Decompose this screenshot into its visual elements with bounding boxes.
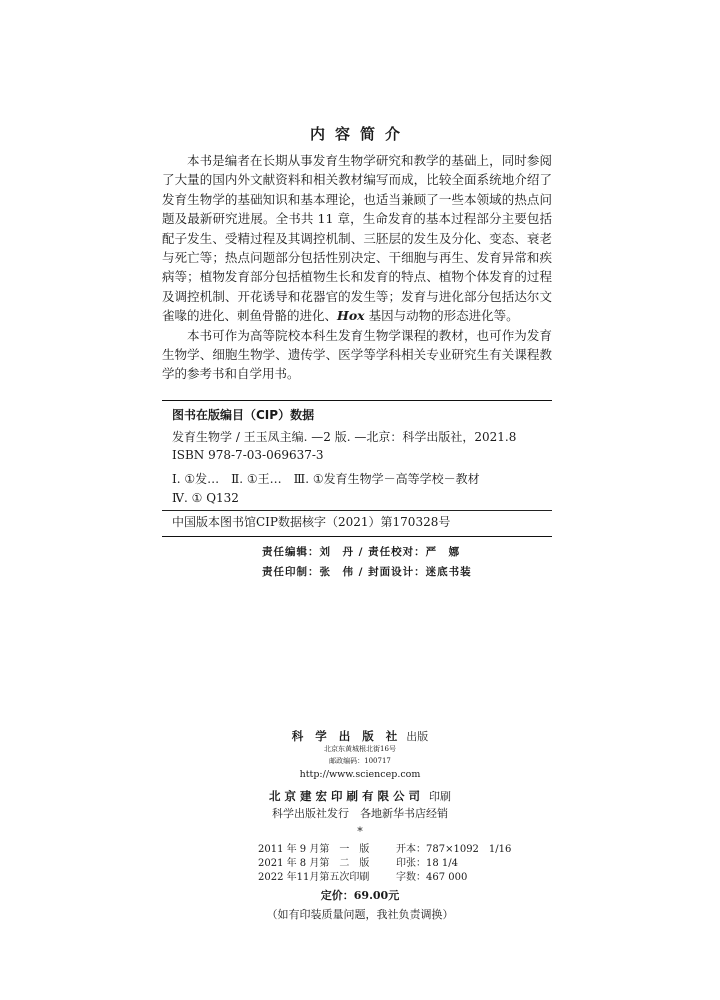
summary-paragraph xyxy=(162,151,552,326)
cip-top-rule xyxy=(162,400,552,401)
edition-date: 2022 年11月第五次印刷 xyxy=(258,872,370,883)
quality-notice: （如有印装质量问题，我社负责调换） xyxy=(266,908,454,921)
cip-classification: Ⅰ. ①发… Ⅱ. ①王… Ⅲ. ①发育生物学－高等学校－教材 xyxy=(172,472,480,486)
cip-title: 图书在版编目（CIP）数据 xyxy=(172,408,315,422)
edition-row xyxy=(258,857,458,870)
cip-record-number: 中国版本图书馆CIP数据核字（2021）第170328号 xyxy=(172,515,451,529)
price: 定价：69.00元 xyxy=(320,889,400,902)
edition-spec: 字数：467 000 xyxy=(396,872,468,883)
cip-classification-number: Ⅳ. ① Q132 xyxy=(172,491,239,505)
production-credits: 责任印制：张 伟 / 封面设计：迷底书装 xyxy=(262,566,472,578)
summary-text: 基因与动物的形态进化等。 xyxy=(364,308,519,324)
publisher-name: 科 学 出 版 社 xyxy=(291,729,402,743)
summary-body xyxy=(162,151,552,384)
printer-suffix: 印刷 xyxy=(429,790,452,803)
publisher-address: 北京东黄城根北街16号 xyxy=(324,745,396,753)
edition-row xyxy=(258,843,511,856)
distribution-line: 科学出版社发行 各地新华书店经销 xyxy=(272,807,448,820)
separator-star: * xyxy=(357,825,363,838)
summary-title: 内容简介 xyxy=(309,125,410,143)
edition-spec: 印张：18 1/4 xyxy=(396,858,458,869)
publisher-url[interactable]: http://www.sciencep.com xyxy=(299,769,421,780)
summary-text: 本书是编者在长期从事发育生物学研究和教学的基础上，同时参阅了大量的国内外文献资料和相关教材编写而成，比较全面系统地介绍了发育生物学的基础知识和基本理论，也适当兼顾了一些本领域的热点问题及最新研究进展。全书共 11 章，生命发育的基本过程部分主要包括配子发生、受精过程及其调控机制、三胚层的发生及分化、变态、衰老与死亡等；热点问题部分包括性别决定、干细胞与再生、发育异常和疾病等；植物发育部分包括植物生长和发育的特点、植物个体发育的过程及调控机制、开花诱导和花器官的发生等；发育与进化部分包括达尔文雀喙的进化、刺鱼骨骼的进化、 xyxy=(162,153,552,324)
publisher-postcode: 邮政编码：100717 xyxy=(329,757,391,765)
summary-paragraph: 本书可作为高等院校本科生发育生物学课程的教材，也可作为发育生物学、细胞生物学、遗传学、医学等学科相关专业研究生有关课程教学的参考书和自学用书。 xyxy=(162,327,552,382)
printer-line xyxy=(0,785,720,804)
publisher-line xyxy=(0,725,720,744)
cip-middle-rule xyxy=(162,510,552,511)
edition-date: 2011 年 9 月第 一 版 xyxy=(258,844,370,855)
editor-credits: 责任编辑：刘 丹 / 责任校对：严 娜 xyxy=(262,546,461,558)
publisher-suffix: 出版 xyxy=(406,730,429,743)
edition-date: 2021 年 8 月第 二 版 xyxy=(258,858,370,869)
hox-term: Hox xyxy=(337,308,365,324)
cip-bibliographic: 发育生物学 / 王玉凤主编. —2 版. —北京：科学出版社，2021.8 xyxy=(172,430,517,444)
cip-isbn: ISBN 978-7-03-069637-3 xyxy=(172,448,324,462)
edition-spec: 开本：787×1092 1/16 xyxy=(396,844,512,855)
printer-name: 北京建宏印刷有限公司 xyxy=(268,789,424,803)
cip-bottom-rule xyxy=(162,536,552,537)
edition-row xyxy=(258,871,467,884)
